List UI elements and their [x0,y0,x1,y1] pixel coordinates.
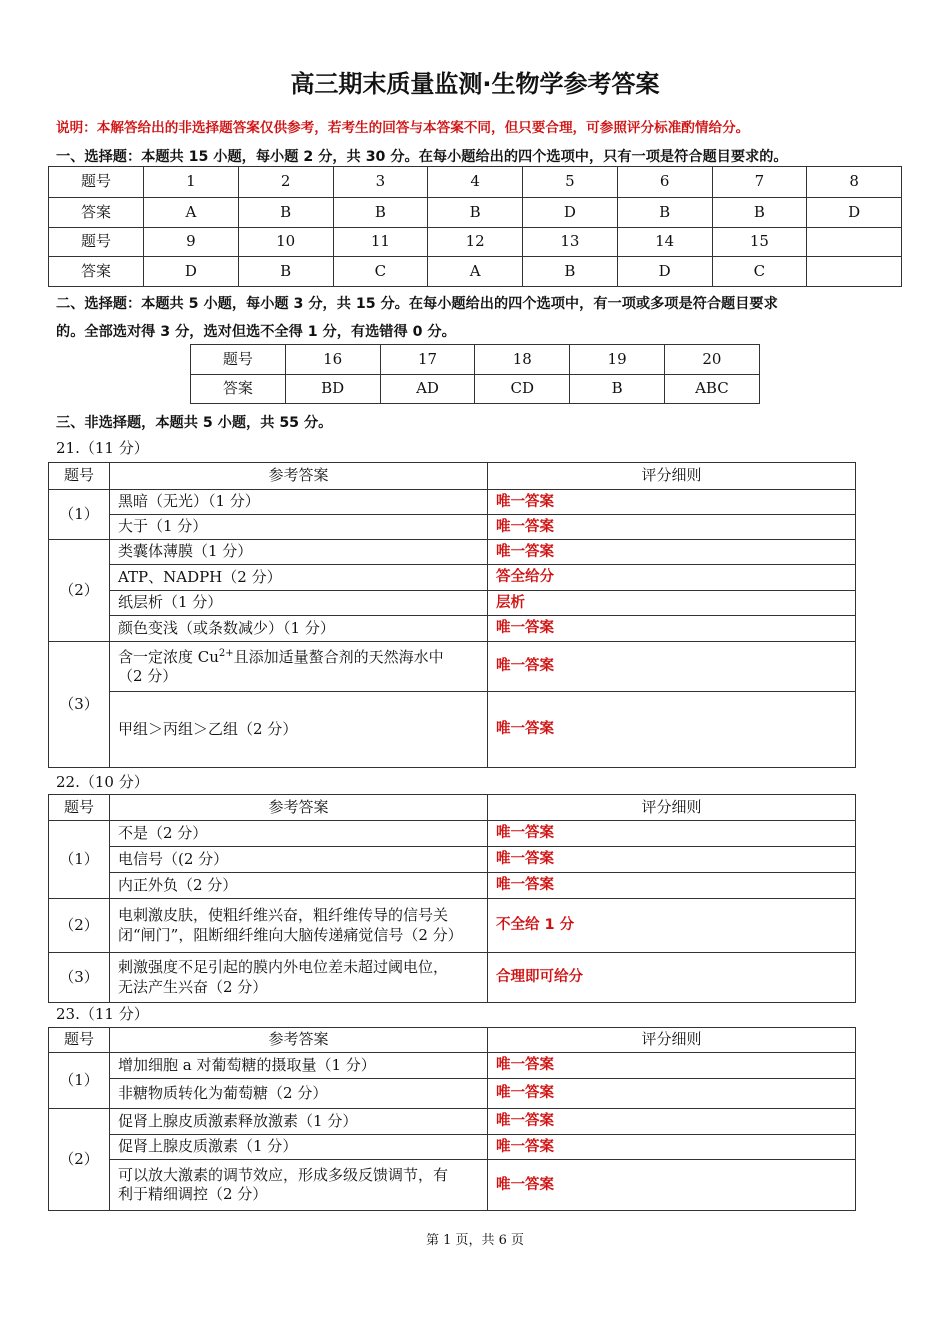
table-row [49,616,856,642]
ans-cell: B [238,257,333,287]
q22-title: 22.（10 分） [56,773,149,791]
num-cell: 14 [617,228,712,257]
rule-cell: 层析 [488,591,856,616]
rule-cell: 答全给分 [488,565,856,591]
num-cell: 16 [285,345,380,375]
num-cell: 8 [807,167,902,198]
col-header-num: 题号 [49,795,110,821]
num-cell: 11 [333,228,428,257]
section3-heading: 三、非选择题，本题共 5 小题，共 55 分。 [56,415,333,431]
ans-cell: BD [285,375,380,404]
part-number: （2） [49,899,110,953]
answer-cell [110,1160,488,1211]
mc-answer-table-2 [190,344,760,404]
rule-cell: 唯一答案 [488,847,856,873]
part-number: （1） [49,821,110,899]
num-cell: 2 [238,167,333,198]
ans-cell: CD [475,375,570,404]
rule-cell: 唯一答案 [488,1053,856,1079]
num-cell: 18 [475,345,570,375]
num-label: 题号 [49,228,144,257]
table-row [49,847,856,873]
answer-cell: 纸层析（1 分） [110,591,488,616]
answer-text: 含一定浓度 Cu [118,647,219,666]
q23-title: 23.（11 分） [56,1005,149,1023]
section2-heading-line1: 二、选择题：本题共 5 小题，每小题 3 分，共 15 分。在每小题给出的四个选项中，有一项或多项是符合题目要求 [56,296,778,312]
mc-answer-table-1 [48,166,902,287]
rule-cell: 唯一答案 [488,1109,856,1135]
num-cell: 6 [617,167,712,198]
table-row [49,257,902,287]
col-header-ref: 参考答案 [110,1028,488,1053]
table-row [49,642,856,692]
ans-cell: B [570,375,665,404]
table-row [49,591,856,616]
table-row [49,540,856,565]
instructions-note: 说明：本解答给出的非选择题答案仅供参考，若考生的回答与本答案不同，但只要合理，可参照评分标准酌情给分。 [56,120,750,136]
num-cell: 19 [570,345,665,375]
part-number: （2） [49,540,110,642]
num-cell: 3 [333,167,428,198]
answer-cell: 非糖物质转化为葡萄糖（2 分） [110,1079,488,1109]
ans-cell: B [712,198,807,228]
rule-cell: 不全给 1 分 [488,899,856,953]
num-label: 题号 [191,345,286,375]
answer-text: 利于精细调控（2 分） [118,1185,268,1203]
col-header-rule: 评分细则 [488,795,856,821]
part-number: （2） [49,1109,110,1211]
num-cell: 7 [712,167,807,198]
ans-label: 答案 [49,198,144,228]
answer-cell: 甲组＞丙组＞乙组（2 分） [110,692,488,768]
section1-heading: 一、选择题：本题共 15 小题，每小题 2 分，共 30 分。在每小题给出的四个选项中，只有一项是符合题目要求的。 [56,149,788,165]
table-row [49,692,856,768]
col-header-rule: 评分细则 [488,463,856,490]
section2-heading-line2: 的。全部选对得 3 分，选对但选不全得 1 分，有选错得 0 分。 [56,324,456,340]
col-header-num: 题号 [49,463,110,490]
num-label: 题号 [49,167,144,198]
ans-cell: D [523,198,618,228]
ans-cell: D [144,257,239,287]
ans-label: 答案 [191,375,286,404]
table-row [49,565,856,591]
answer-cell: 增加细胞 a 对葡萄糖的摄取量（1 分） [110,1053,488,1079]
q21-table [48,462,856,768]
ans-cell: B [238,198,333,228]
col-header-num: 题号 [49,1028,110,1053]
answer-text: 无法产生兴奋（2 分） [118,977,268,996]
num-cell: 13 [523,228,618,257]
q21-title: 21.（11 分） [56,439,149,457]
table-row [49,953,856,1003]
ans-cell: C [333,257,428,287]
num-cell: 10 [238,228,333,257]
table-row [191,375,760,404]
table-row [49,463,856,490]
col-header-ref: 参考答案 [110,463,488,490]
page-title: 高三期末质量监测·生物学参考答案 [290,70,660,98]
part-number: （3） [49,953,110,1003]
table-row [49,1135,856,1160]
table-row [49,873,856,899]
rule-cell: 唯一答案 [488,515,856,540]
num-cell [807,228,902,257]
answer-text: 闭“闸门”，阻断细纤维向大脑传递痛觉信号（2 分） [118,925,463,944]
part-number: （3） [49,642,110,768]
answer-text: 可以放大激素的调节效应，形成多级反馈调节，有 [118,1165,449,1184]
answer-cell: 黑暗（无光）（1 分） [110,490,488,515]
table-row [49,899,856,953]
rule-cell: 唯一答案 [488,1160,856,1211]
rule-cell: 唯一答案 [488,540,856,565]
ans-cell: ABC [664,375,759,404]
table-row [49,1109,856,1135]
table-row [49,1160,856,1211]
answer-cell: 促肾上腺皮质激素（1 分） [110,1135,488,1160]
answer-cell [110,953,488,1003]
q22-table [48,794,856,1003]
rule-cell: 唯一答案 [488,1135,856,1160]
ans-cell: D [617,257,712,287]
num-cell: 12 [428,228,523,257]
page-footer: 第 1 页，共 6 页 [425,1233,525,1248]
num-cell: 17 [380,345,475,375]
num-cell: 1 [144,167,239,198]
table-row [49,795,856,821]
answer-cell: 促肾上腺皮质激素释放激素（1 分） [110,1109,488,1135]
rule-cell: 唯一答案 [488,490,856,515]
ans-cell: B [523,257,618,287]
num-cell: 15 [712,228,807,257]
table-row [49,515,856,540]
q23-table [48,1027,856,1211]
col-header-ref: 参考答案 [110,795,488,821]
rule-cell: 合理即可给分 [488,953,856,1003]
answer-cell: 大于（1 分） [110,515,488,540]
part-number: （1） [49,1053,110,1109]
rule-cell: 唯一答案 [488,642,856,692]
ans-cell: B [428,198,523,228]
table-row [49,198,902,228]
ans-cell: C [712,257,807,287]
answer-cell [110,899,488,953]
rule-cell: 唯一答案 [488,873,856,899]
ans-cell: D [807,198,902,228]
table-row [49,1079,856,1109]
superscript: 2+ [218,647,234,659]
table-row [49,1028,856,1053]
answer-text: （2 分） [118,667,178,685]
answer-cell: 电信号（(2 分） [110,847,488,873]
num-cell: 5 [523,167,618,198]
answer-cell [110,642,488,692]
rule-cell: 唯一答案 [488,692,856,768]
answer-text: 电刺激皮肤，使粗纤维兴奋，粗纤维传导的信号关 [118,906,449,924]
rule-cell: 唯一答案 [488,821,856,847]
ans-cell [807,257,902,287]
part-number: （1） [49,490,110,540]
ans-label: 答案 [49,257,144,287]
table-row [49,228,902,257]
table-row [49,167,902,198]
answer-cell: 内正外负（2 分） [110,873,488,899]
ans-cell: AD [380,375,475,404]
table-row [49,1053,856,1079]
col-header-rule: 评分细则 [488,1028,856,1053]
rule-cell: 唯一答案 [488,616,856,642]
num-cell: 9 [144,228,239,257]
answer-text: 刺激强度不足引起的膜内外电位差未超过阈电位， [118,958,449,976]
table-row [191,345,760,375]
answer-cell: 颜色变浅（或条数减少）（1 分） [110,616,488,642]
ans-cell: A [144,198,239,228]
rule-cell: 唯一答案 [488,1079,856,1109]
answer-cell: 不是（2 分） [110,821,488,847]
answer-cell: 类囊体薄膜（1 分） [110,540,488,565]
num-cell: 20 [664,345,759,375]
num-cell: 4 [428,167,523,198]
table-row [49,821,856,847]
answer-text: 且添加适量螯合剂的天然海水中 [233,647,444,666]
ans-cell: A [428,257,523,287]
table-row [49,490,856,515]
ans-cell: B [617,198,712,228]
ans-cell: B [333,198,428,228]
answer-cell: ATP、NADPH（2 分） [110,565,488,591]
